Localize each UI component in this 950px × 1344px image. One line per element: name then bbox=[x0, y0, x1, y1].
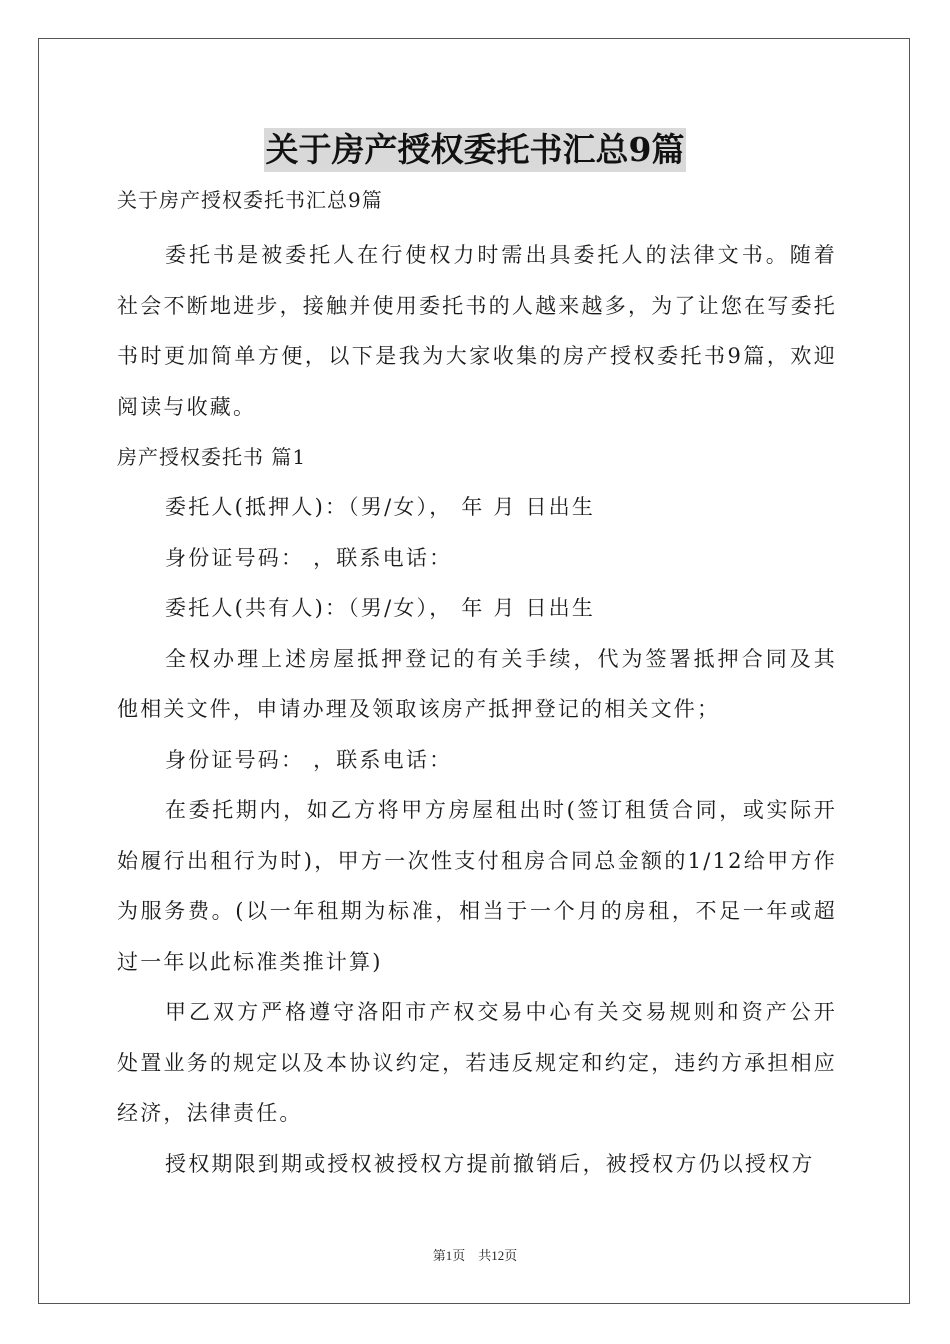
document-title: 关于房产授权委托书汇总9篇 bbox=[264, 128, 687, 172]
body-paragraph: 授权期限到期或授权被授权方提前撤销后，被授权方仍以授权方 bbox=[165, 1151, 815, 1176]
title-container bbox=[0, 128, 950, 172]
body-paragraph: 委托人(共有人)：（男/女）， 年 月 日出生 bbox=[165, 596, 596, 620]
document-body bbox=[117, 182, 837, 1189]
body-paragraph: 甲乙双方严格遵守洛阳市产权交易中心有关交易规则和资产公开处置业务的规定以及本协议约定，若违反规定和约定，违约方承担相应经济，法律责任。 bbox=[117, 1000, 837, 1125]
body-paragraph: 在委托期内，如乙方将甲方房屋租出时(签订租赁合同，或实际开始履行出租行为时)，甲方一次性支付租房合同总金额的1/12给甲方作为服务费。(以一年租期为标准，相当于一个月的房租，不足一年或超过一年以此标准类推计算) bbox=[117, 798, 837, 974]
body-paragraph: 身份证号码： ，联系电话： bbox=[165, 545, 453, 570]
body-paragraph: 全权办理上述房屋抵押登记的有关手续，代为签署抵押合同及其他相关文件，申请办理及领取该房产抵押登记的相关文件； bbox=[117, 646, 837, 721]
intro-paragraph: 委托书是被委托人在行使权力时需出具委托人的法律文书。随着社会不断地进步，接触并使用委托书的人越来越多，为了让您在写委托书时更加简单方便，以下是我为大家收集的房产授权委托书9篇，欢迎阅读与收藏。 bbox=[117, 243, 837, 419]
body-paragraph: 身份证号码： ，联系电话： bbox=[165, 747, 453, 772]
document-subtitle: 关于房产授权委托书汇总9篇 bbox=[117, 188, 383, 212]
section-heading: 房产授权委托书 篇1 bbox=[117, 445, 307, 469]
page-footer: 第1页 共12页 bbox=[432, 1248, 518, 1263]
body-paragraph: 委托人(抵押人)：（男/女）， 年 月 日出生 bbox=[165, 495, 596, 519]
